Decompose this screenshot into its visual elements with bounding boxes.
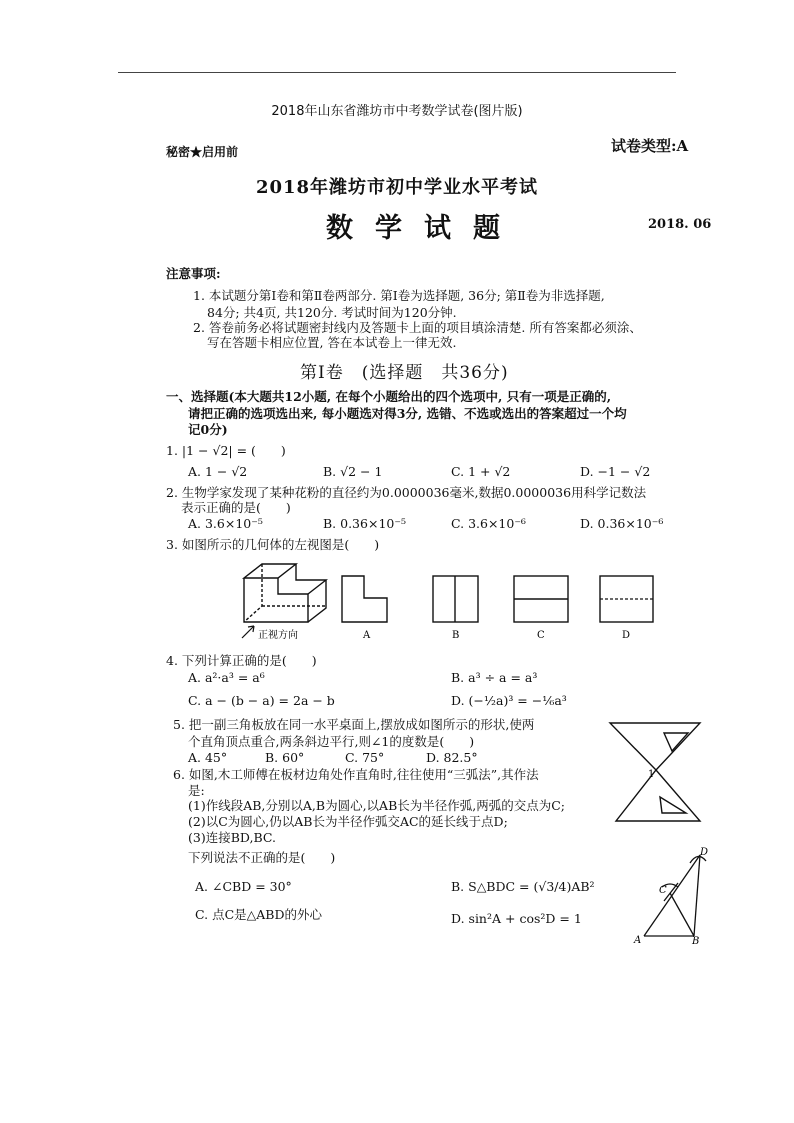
q2-option-b: B. 0.36×10⁻⁵ bbox=[323, 516, 406, 531]
notice-item-1-cont: 84分; 共4页, 共120分. 考试时间为120分钟. bbox=[207, 305, 457, 320]
q5-stem: 5. 把一副三角板放在同一水平桌面上,摆放成如图所示的形状,使两 bbox=[173, 717, 535, 732]
q3-solid bbox=[244, 564, 326, 622]
q4-option-d: D. (−½a)³ = −⅙a³ bbox=[451, 693, 567, 708]
q3-label-c: C bbox=[537, 630, 545, 641]
top-rule bbox=[118, 72, 676, 73]
section-line-3: 记0分) bbox=[188, 422, 228, 437]
q4-option-b: B. a³ ÷ a = a³ bbox=[451, 670, 538, 685]
q3-figure-a bbox=[342, 576, 387, 622]
q6-stem-cont: 是: bbox=[188, 783, 205, 798]
volume-title: 第Ⅰ卷 (选择题 共36分) bbox=[300, 363, 509, 383]
q1-option-b: B. √2 − 1 bbox=[323, 464, 383, 479]
q6-option-a: A. ∠CBD = 30° bbox=[195, 879, 292, 894]
q3-direction-label: 正视方向 bbox=[258, 630, 298, 641]
q2-stem-cont: 表示正确的是( ) bbox=[181, 500, 291, 515]
q2-stem: 2. 生物学家发现了某种花粉的直径约为0.0000036毫米,数据0.0000036用科学记数法 bbox=[166, 485, 647, 500]
q6-step-1: (1)作线段AB,分别以A,B为圆心,以AB长为半径作弧,两弧的交点为C; bbox=[188, 798, 566, 813]
q1-option-d: D. −1 − √2 bbox=[580, 464, 651, 479]
q4-option-a: A. a²·a³ = a⁶ bbox=[188, 670, 265, 685]
q4-stem: 4. 下列计算正确的是( ) bbox=[166, 653, 317, 668]
notice-item-2: 2. 答卷前务必将试题密封线内及答题卡上面的项目填涂清楚. 所有答案都必须涂、 bbox=[193, 320, 642, 335]
q5-option-c: C. 75° bbox=[345, 750, 385, 765]
q6-option-b: B. S△BDC = (√3/4)AB² bbox=[451, 879, 595, 894]
q6-option-c: C. 点C是△ABD的外心 bbox=[195, 907, 322, 922]
q6-step-2: (2)以C为圆心,仍以AB长为半径作弧交AC的延长线于点D; bbox=[188, 814, 508, 829]
q2-option-c: C. 3.6×10⁻⁶ bbox=[451, 516, 526, 531]
exam-title: 2018年潍坊市初中学业水平考试 bbox=[255, 177, 539, 198]
q2-option-d: D. 0.36×10⁻⁶ bbox=[580, 516, 664, 531]
q1-option-a: A. 1 − √2 bbox=[188, 464, 248, 479]
q6-point-c: C bbox=[659, 885, 667, 896]
q3-figures bbox=[230, 558, 670, 648]
q4-option-c: C. a − (b − a) = 2a − b bbox=[188, 693, 335, 708]
q6-point-a: A bbox=[634, 935, 642, 946]
q5-angle-label: 1 bbox=[648, 769, 655, 780]
document-title: 2018年山东省潍坊市中考数学试卷(图片版) bbox=[271, 104, 523, 119]
q5-figure bbox=[600, 715, 714, 830]
q5-option-a: A. 45° bbox=[188, 750, 228, 765]
q3-label-b: B bbox=[452, 630, 460, 641]
notice-heading: 注意事项: bbox=[166, 266, 221, 281]
q1-stem: 1. |1 − √2| = ( ) bbox=[166, 443, 286, 458]
q6-step-3: (3)连接BD,BC. bbox=[188, 830, 276, 845]
q1-option-c: C. 1 + √2 bbox=[451, 464, 511, 479]
q6-point-b: B bbox=[692, 936, 700, 947]
q3-stem: 3. 如图所示的几何体的左视图是( ) bbox=[166, 537, 380, 552]
section-line-2: 请把正确的选项选出来, 每小题选对得3分, 选错、不选或选出的答案超过一个均 bbox=[188, 406, 627, 421]
notice-item-2-cont: 写在答题卡相应位置, 答在本试卷上一律无效. bbox=[207, 335, 457, 350]
exam-date: 2018. 06 bbox=[648, 217, 712, 232]
q3-label-a: A bbox=[363, 630, 371, 641]
q5-option-b: B. 60° bbox=[265, 750, 305, 765]
q5-option-d: D. 82.5° bbox=[426, 750, 478, 765]
q6-figure bbox=[626, 843, 716, 948]
secret-label: 秘密★启用前 bbox=[166, 145, 239, 159]
q6-ask: 下列说法不正确的是( ) bbox=[188, 850, 336, 865]
notice-item-1: 1. 本试题分第Ⅰ卷和第Ⅱ卷两部分. 第Ⅰ卷为选择题, 36分; 第Ⅱ卷为非选择题, bbox=[193, 288, 605, 303]
q6-stem: 6. 如图,木工师傅在板材边角处作直角时,往往使用“三弧法”,其作法 bbox=[173, 767, 539, 782]
q6-point-d: D bbox=[700, 847, 709, 858]
q5-stem-cont: 个直角顶点重合,两条斜边平行,则∠1的度数是( ) bbox=[188, 734, 475, 749]
paper-type: 试卷类型:A bbox=[611, 137, 689, 155]
q3-label-d: D bbox=[622, 630, 631, 641]
q6-option-d: D. sin²A + cos²D = 1 bbox=[451, 911, 582, 926]
section-line-1: 一、选择题(本大题共12小题, 在每个小题给出的四个选项中, 只有一项是正确的, bbox=[166, 389, 612, 404]
subject-title: 数学试题 bbox=[326, 213, 522, 244]
q2-option-a: A. 3.6×10⁻⁵ bbox=[188, 516, 263, 531]
